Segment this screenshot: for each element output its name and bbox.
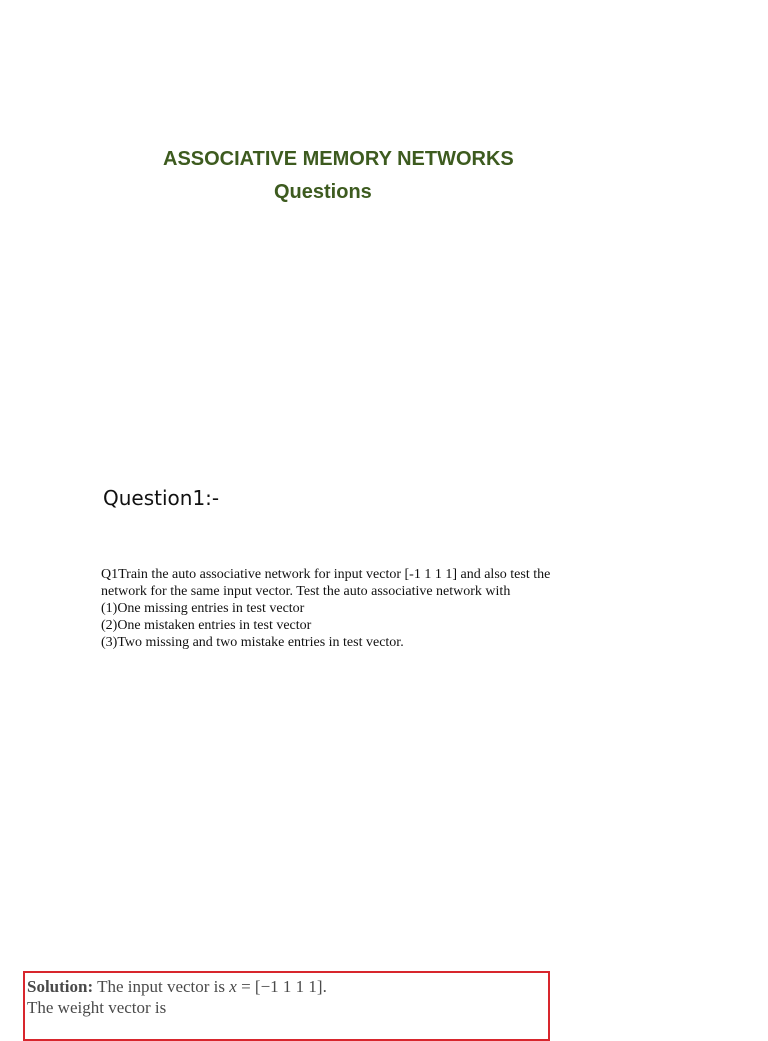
- question-line: (1)One missing entries in test vector: [101, 601, 305, 616]
- solution-text: [27, 976, 327, 1018]
- question-line: (3)Two missing and two mistake entries in test vector.: [101, 635, 404, 650]
- solution-image-box: [23, 971, 550, 1041]
- solution-line-1: [27, 976, 327, 997]
- solution-line-2: The weight vector is: [27, 998, 167, 1017]
- question-line: Q1Train the auto associative network for input vector [-1 1 1 1] and also test the: [101, 567, 551, 582]
- solution-line-1-value: = [−1 1 1 1].: [236, 977, 327, 996]
- solution-variable: x: [229, 977, 237, 996]
- question-line: (2)One mistaken entries in test vector: [101, 618, 312, 633]
- question-heading: Question1:-: [103, 486, 220, 510]
- document-subtitle: Questions: [274, 181, 372, 203]
- question-line: network for the same input vector. Test the auto associative network with: [101, 584, 511, 599]
- solution-label: Solution:: [27, 977, 94, 996]
- question-body: [101, 566, 641, 651]
- solution-line-1-text: The input vector is: [93, 977, 230, 996]
- document-title: ASSOCIATIVE MEMORY NETWORKS: [163, 148, 514, 170]
